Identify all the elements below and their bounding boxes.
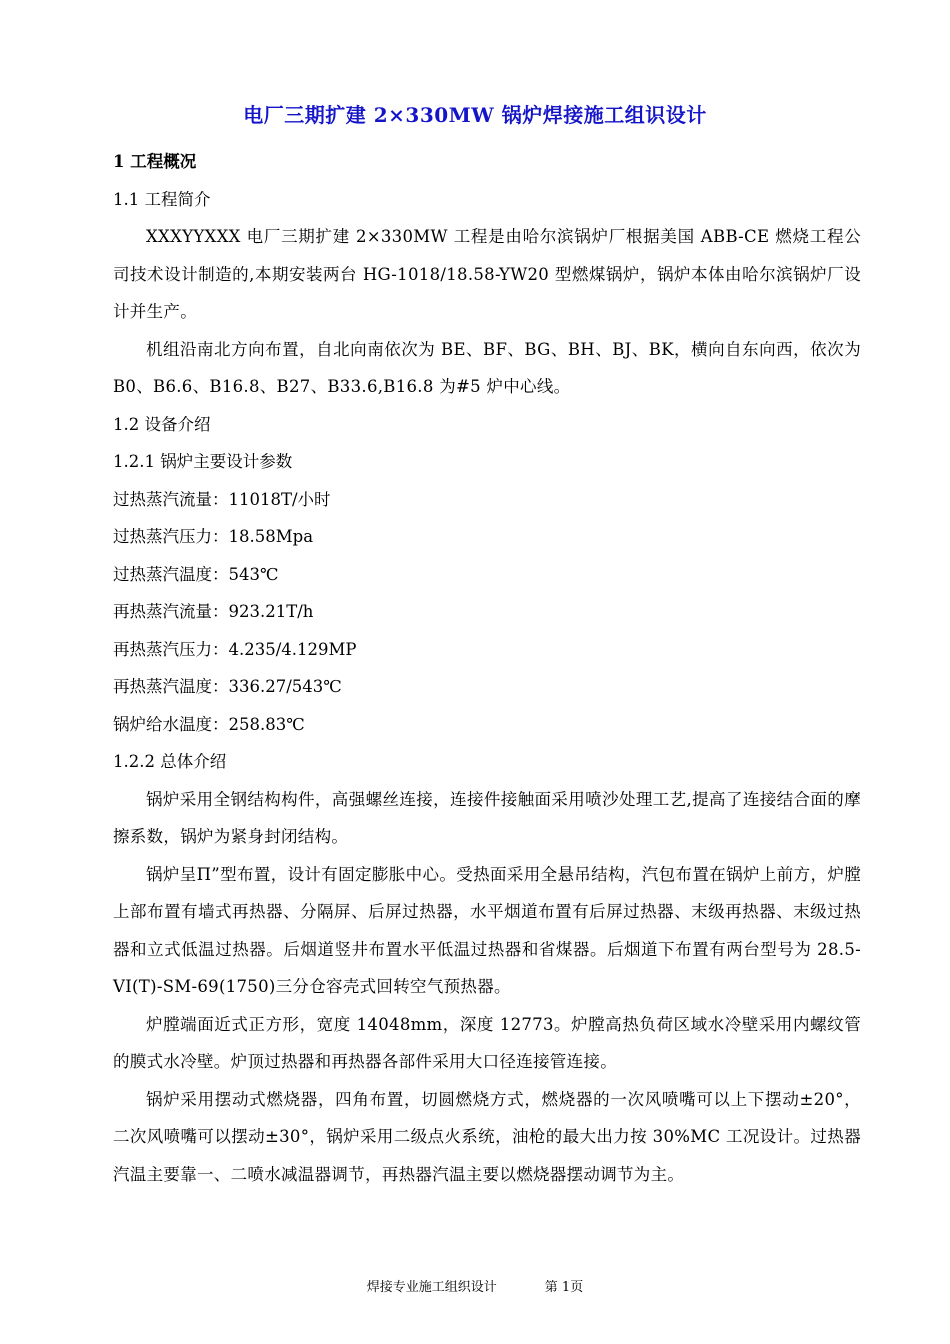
param-superheated-temp: 过热蒸汽温度：543℃ [113,564,279,584]
param-superheated-pressure: 过热蒸汽压力：18.58Mpa [113,527,314,546]
section-heading-1-2-2: 1.2.2 总体介绍 [113,752,227,771]
footer-page-number: 第 1页 [544,1280,584,1295]
param-reheat-pressure: 再热蒸汽压力：4.235/4.129MP [113,639,357,659]
section-heading-1-2-1: 1.2.1 锅炉主要设计参数 [113,452,293,471]
document-body [113,143,861,1193]
param-feedwater-temp: 锅炉给水温度：258.83℃ [113,714,305,734]
paragraph-structure: 锅炉采用全钢结构构件，高强螺丝连接，连接件接触面采用喷沙处理工艺,提高了连接结合面的摩擦系数，锅炉为紧身封闭结构。 [113,789,861,846]
document-title: 电厂三期扩建 2×330MW 锅炉焊接施工组识设计 [243,103,707,127]
param-reheat-temp: 再热蒸汽温度：336.27/543℃ [113,677,342,696]
paragraph-project-intro: XXXYYXXX 电厂三期扩建 2×330MW 工程是由哈尔滨锅炉厂根据美国 ABB-CE 燃烧工程公司技术设计制造的,本期安装两台 HG-1018/18.58-YW20 型燃煤锅炉，锅炉本体由哈尔滨锅炉厂设计并生产。 [113,227,861,321]
page-footer [0,1278,950,1298]
section-heading-1: 1 工程概况 [113,152,197,171]
paragraph-furnace: 炉膛端面近式正方形，宽度 14048mm，深度 12773。炉膛高热负荷区域水冷壁采用内螺纹管的膜式水冷壁。炉顶过热器和再热器各部件采用大口径连接管连接。 [113,1014,861,1071]
paragraph-arrangement: 锅炉呈Π”型布置，设计有固定膨胀中心。受热面采用全悬吊结构，汽包布置在锅炉上前方，炉膛上部布置有墙式再热器、分隔屏、后屏过热器，水平烟道布置有后屏过热器、末级再热器、末级过热器和立式低温过热器。后烟道竖井布置水平低温过热器和省煤器。后烟道下布置有两台型号为 28.5-VI(T)-SM-69(1750)三分仓容壳式回转空气预热器。 [113,864,861,996]
paragraph-layout: 机组沿南北方向布置，自北向南依次为 BE、BF、BG、BH、BJ、BK，横向自东向西，依次为 B0、B6.6、B16.8、B27、B33.6,B16.8 为#5 炉中心线。 [113,339,861,396]
param-reheat-flow: 再热蒸汽流量：923.21T/h [113,602,314,621]
section-heading-1-1: 1.1 工程简介 [113,189,211,209]
param-superheated-flow: 过热蒸汽流量：11018T/小时 [113,489,331,509]
footer-doc-name: 焊接专业施工组织设计 [366,1280,497,1295]
section-heading-1-2: 1.2 设备介绍 [113,414,211,434]
paragraph-burners: 锅炉采用摆动式燃烧器，四角布置，切圆燃烧方式，燃烧器的一次风喷嘴可以上下摆动±20°，二次风喷嘴可以摆动±30°，锅炉采用二级点火系统，油枪的最大出力按 30%MC 工况设计。过热器汽温主要靠一、二喷水减温器调节，再热器汽温主要以燃烧器摆动调节为主。 [113,1089,861,1184]
